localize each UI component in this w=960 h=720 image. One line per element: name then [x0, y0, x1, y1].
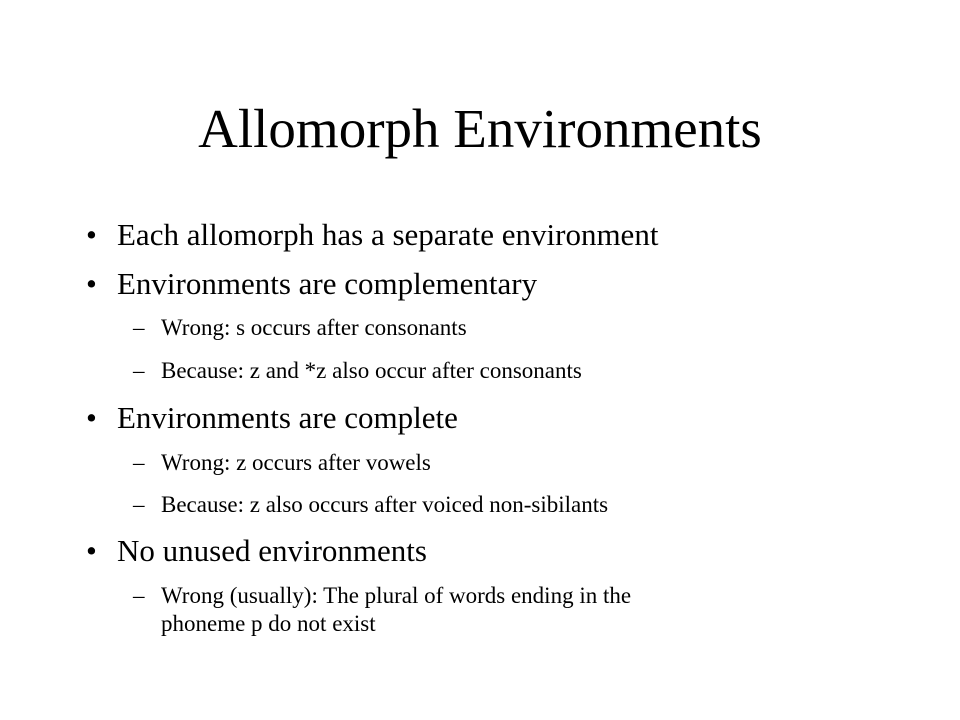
sub-marker: – [133, 315, 145, 340]
slide-title: Allomorph Environments [198, 98, 762, 159]
sub-item-2-2 [133, 357, 582, 385]
bullet-marker: • [86, 217, 97, 252]
bullet-marker: • [86, 533, 97, 568]
sub-marker: – [133, 492, 145, 517]
sub-text: Because: z also occurs after voiced non-sibilants [161, 492, 609, 517]
bullet-marker: • [86, 400, 97, 435]
sub-item-3-2 [133, 491, 608, 519]
sub-text-line: phoneme p do not exist [161, 611, 376, 636]
sub-marker: – [133, 358, 145, 383]
bullet-item-3 [86, 399, 458, 437]
bullet-marker: • [86, 266, 97, 301]
bullet-text: Environments are complementary [117, 266, 538, 301]
sub-text: Wrong: s occurs after consonants [161, 315, 467, 340]
sub-item-2-1 [133, 314, 467, 342]
sub-text-line: Wrong (usually): The plural of words ending in the [161, 583, 632, 608]
bullet-item-1 [86, 216, 658, 254]
bullet-text: Environments are complete [117, 400, 458, 435]
sub-marker: – [133, 583, 145, 608]
sub-text: Because: z and *z also occur after consonants [161, 358, 582, 383]
sub-item-3-1 [133, 449, 431, 477]
bullet-item-4 [86, 532, 427, 570]
bullet-item-2 [86, 265, 537, 303]
sub-text: Wrong: z occurs after vowels [161, 450, 431, 475]
sub-item-4-1 [133, 582, 631, 638]
bullet-text: No unused environments [117, 533, 427, 568]
sub-text-block [161, 582, 631, 638]
bullet-text: Each allomorph has a separate environment [117, 217, 659, 252]
sub-marker: – [133, 450, 145, 475]
